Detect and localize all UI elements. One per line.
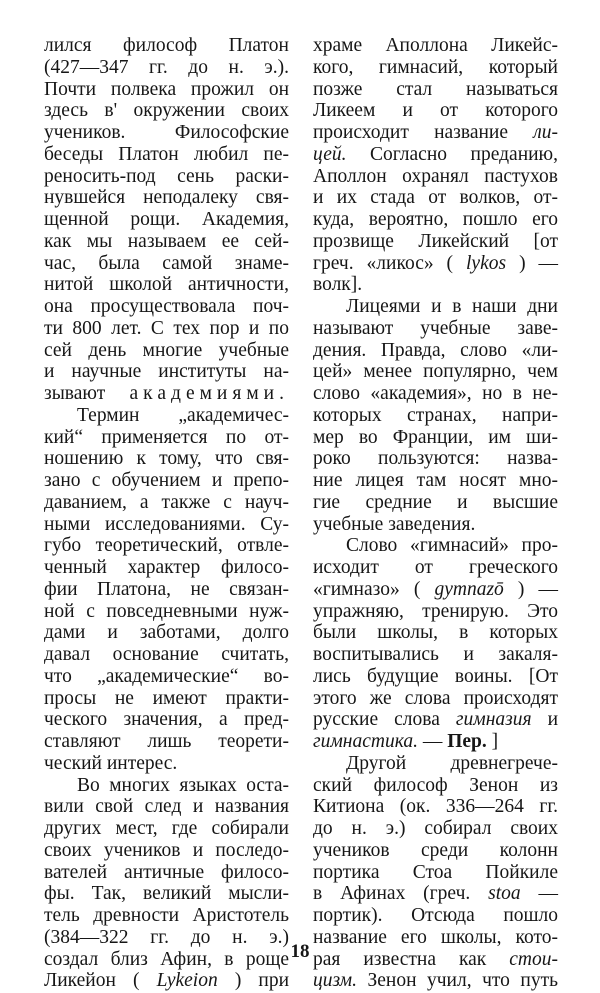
italic-text: Lykeion bbox=[156, 970, 218, 992]
text-span: нитой школой античности, bbox=[44, 274, 289, 296]
italic-text: stoa bbox=[488, 883, 521, 905]
text-line bbox=[313, 492, 558, 514]
text-span: как мы называем ее сей- bbox=[44, 230, 289, 252]
text-span: кий“ применяется по от- bbox=[44, 426, 289, 448]
text-span: Китиона (ок. 336—264 гг. bbox=[313, 796, 558, 818]
text-span: ] bbox=[491, 731, 499, 752]
text-line bbox=[44, 340, 289, 362]
text-line bbox=[313, 862, 558, 884]
text-span: вили свой след и названия bbox=[44, 796, 289, 818]
text-line bbox=[44, 383, 289, 405]
text-span: (384—322 гг. до н. э.) bbox=[44, 926, 289, 948]
text-span: ношению к тому, что свя- bbox=[44, 448, 289, 470]
text-span: других мест, где собирали bbox=[44, 818, 289, 839]
text-line bbox=[313, 274, 558, 296]
text-span: русские слова bbox=[313, 709, 440, 731]
text-span: и их стада от волков, от- bbox=[313, 187, 558, 209]
text-line bbox=[313, 753, 558, 775]
text-line bbox=[44, 144, 289, 166]
text-span: слово «академия», но в не- bbox=[313, 383, 558, 404]
text-span: в Афинах (греч. bbox=[313, 883, 471, 905]
text-span: ) — bbox=[519, 252, 559, 274]
text-line bbox=[313, 709, 558, 731]
text-span: дами и заботами, долго bbox=[44, 622, 289, 644]
text-line bbox=[313, 209, 558, 231]
text-span: здесь в' окружении своих bbox=[44, 100, 289, 122]
text-line bbox=[44, 361, 289, 383]
text-span: Слово «гимнасий» про- bbox=[346, 535, 558, 557]
italic-text: ли- bbox=[533, 122, 558, 143]
text-span: сей день многие учебные bbox=[44, 339, 289, 361]
text-span: час, была самой знаме- bbox=[44, 252, 289, 274]
text-line bbox=[44, 601, 289, 623]
text-line bbox=[44, 35, 289, 57]
text-line bbox=[44, 644, 289, 666]
italic-text: gymnazō bbox=[434, 578, 504, 600]
text-line bbox=[44, 209, 289, 231]
text-span: Ликеем и от которого bbox=[313, 100, 558, 122]
text-line bbox=[313, 405, 558, 427]
text-span: академиями. bbox=[129, 383, 289, 404]
text-line bbox=[313, 883, 558, 905]
text-span: беседы Платон любил пе- bbox=[44, 143, 289, 165]
text-line bbox=[313, 818, 558, 840]
text-span: название его школы, кото- bbox=[313, 926, 558, 948]
text-span: — bbox=[538, 883, 558, 905]
text-span: тель древности Аристотель bbox=[44, 905, 289, 926]
text-line bbox=[313, 361, 558, 383]
text-line bbox=[44, 688, 289, 710]
right-column bbox=[313, 35, 558, 992]
italic-text: цей. bbox=[313, 143, 347, 165]
text-line bbox=[313, 448, 558, 470]
text-span: ческий интерес. bbox=[44, 752, 178, 774]
text-span: вателей античные филосо- bbox=[44, 861, 289, 883]
text-span: своих учеников и последо- bbox=[44, 839, 289, 861]
text-span: зывают bbox=[44, 383, 106, 404]
text-span: позже стал называться bbox=[313, 78, 558, 100]
italic-text: lykos bbox=[466, 252, 507, 274]
text-span: просы не имеют практи- bbox=[44, 687, 289, 709]
text-line bbox=[44, 514, 289, 536]
text-span: Ликейон ( bbox=[44, 970, 140, 992]
text-span: кого, гимнасий, который bbox=[313, 56, 558, 78]
text-span: учебные заведения. bbox=[313, 513, 476, 535]
text-line bbox=[44, 274, 289, 296]
text-span: куда, вероятно, пошло его bbox=[313, 209, 558, 230]
text-line bbox=[313, 557, 558, 579]
text-line bbox=[44, 579, 289, 601]
text-line bbox=[44, 253, 289, 275]
text-line bbox=[44, 796, 289, 818]
italic-text: стои- bbox=[509, 948, 558, 970]
text-line bbox=[313, 666, 558, 688]
text-span: и научные институты на- bbox=[44, 361, 289, 383]
text-span: роко пользуются: назва- bbox=[313, 448, 558, 470]
text-span: греч. «ликос» ( bbox=[313, 252, 454, 274]
text-line bbox=[44, 318, 289, 340]
text-span: ными исследованиями. Су- bbox=[44, 513, 289, 535]
text-span: ной с повседневными нуж- bbox=[44, 600, 289, 622]
text-span: реносить-под сень раски- bbox=[44, 165, 289, 187]
text-span: зано с обучением и препо- bbox=[44, 470, 289, 491]
text-line bbox=[313, 383, 558, 405]
text-line bbox=[44, 535, 289, 557]
text-line bbox=[44, 296, 289, 318]
text-span: ти 800 лет. С тех пор и по bbox=[44, 317, 289, 339]
text-line bbox=[313, 579, 558, 601]
text-span: портик). Отсюда пошло bbox=[313, 905, 558, 926]
text-span: лился философ Платон bbox=[44, 35, 289, 56]
text-line bbox=[44, 427, 289, 449]
text-span: ние лицея там носят мно- bbox=[313, 470, 558, 491]
text-line bbox=[313, 688, 558, 710]
text-span: гие средние и высшие bbox=[313, 491, 558, 513]
text-span: Согласно преданию, bbox=[370, 143, 559, 165]
text-line bbox=[44, 57, 289, 79]
text-span: лись будущие воины. [От bbox=[313, 665, 558, 687]
text-line bbox=[313, 57, 558, 79]
text-line bbox=[313, 644, 558, 666]
text-line bbox=[44, 970, 289, 992]
text-span: ченный характер филосо- bbox=[44, 557, 289, 578]
text-line bbox=[313, 601, 558, 623]
text-line bbox=[44, 79, 289, 101]
text-span: называют учебные заве- bbox=[313, 317, 558, 339]
text-line bbox=[313, 231, 558, 253]
text-line bbox=[44, 905, 289, 927]
text-line bbox=[44, 557, 289, 579]
text-line bbox=[313, 187, 558, 209]
text-line bbox=[44, 862, 289, 884]
text-span: прозвище Ликейский [от bbox=[313, 230, 558, 252]
text-span: ) при bbox=[234, 970, 290, 992]
text-line bbox=[313, 470, 558, 492]
text-span: Аполлон охранял пастухов bbox=[313, 165, 558, 187]
text-line bbox=[44, 840, 289, 862]
text-span: исходит от греческого bbox=[313, 557, 558, 578]
text-span: которых странах, напри- bbox=[313, 404, 558, 426]
text-span: Почти полвека прожил он bbox=[44, 78, 289, 100]
text-line bbox=[44, 666, 289, 688]
text-line bbox=[313, 514, 558, 536]
text-span: Лицеями и в наши дни bbox=[346, 296, 558, 317]
text-line bbox=[313, 100, 558, 122]
text-span: фии Платона, не связан- bbox=[44, 578, 289, 600]
italic-text: гимназия bbox=[455, 709, 532, 731]
text-span: цей» менее популярно, чем bbox=[313, 361, 558, 383]
text-line bbox=[44, 731, 289, 753]
text-line bbox=[313, 79, 558, 101]
italic-text: цизм. bbox=[313, 970, 357, 992]
text-line bbox=[44, 470, 289, 492]
text-line bbox=[44, 622, 289, 644]
text-line bbox=[44, 818, 289, 840]
text-line bbox=[313, 905, 558, 927]
text-span: и bbox=[547, 709, 558, 731]
text-span: рая известна как bbox=[313, 948, 487, 970]
text-span: ставляют лишь теорети- bbox=[44, 731, 289, 752]
italic-text: гимнастика. bbox=[313, 731, 418, 752]
text-span: этого же слова происходят bbox=[313, 687, 558, 709]
text-span: до н. э.) собирал своих bbox=[313, 818, 558, 839]
text-span: ) — bbox=[517, 578, 559, 600]
text-span: портика Стоа Пойкиле bbox=[313, 861, 558, 883]
text-span: мер во Франции, им ши- bbox=[313, 426, 558, 448]
text-line bbox=[313, 427, 558, 449]
text-line bbox=[44, 709, 289, 731]
text-span: волк]. bbox=[313, 274, 363, 296]
text-line bbox=[44, 492, 289, 514]
text-line bbox=[313, 731, 558, 753]
text-span: ский философ Зенон из bbox=[313, 774, 558, 796]
text-span: происходит название bbox=[313, 122, 509, 143]
text-line bbox=[313, 775, 558, 797]
text-line bbox=[313, 166, 558, 188]
text-line bbox=[44, 166, 289, 188]
text-span: даванием, а также с науч- bbox=[44, 491, 289, 513]
text-span: упражняю, тренирую. Это bbox=[313, 600, 558, 622]
text-line bbox=[313, 253, 558, 275]
text-span: Зенон учил, что путь bbox=[367, 970, 558, 992]
text-span: создал близ Афин, в роще bbox=[44, 948, 289, 970]
left-column bbox=[44, 35, 289, 992]
text-line bbox=[313, 144, 558, 166]
text-line bbox=[313, 340, 558, 362]
text-span: давал основание считать, bbox=[44, 644, 289, 665]
text-span: — bbox=[422, 731, 448, 752]
text-span: воспитывались и закаля- bbox=[313, 644, 558, 665]
text-span: храме Аполлона Ликейс- bbox=[313, 35, 558, 56]
text-line bbox=[313, 318, 558, 340]
text-line bbox=[44, 753, 289, 775]
text-line bbox=[44, 775, 289, 797]
text-line bbox=[313, 840, 558, 862]
text-span: «гимназо» ( bbox=[313, 578, 421, 600]
text-line bbox=[44, 100, 289, 122]
text-span: учеников среди колонн bbox=[313, 839, 558, 861]
text-span: Во многих языках оста- bbox=[77, 774, 289, 796]
text-span: Термин „академичес- bbox=[77, 404, 289, 426]
text-span: Пер. bbox=[447, 731, 487, 752]
text-line bbox=[313, 970, 558, 992]
text-span: учеников. Философские bbox=[44, 122, 289, 143]
text-line bbox=[44, 231, 289, 253]
text-line bbox=[44, 883, 289, 905]
text-span: щенной рощи. Академия, bbox=[44, 209, 289, 230]
text-line bbox=[313, 296, 558, 318]
text-span: (427—347 гг. до н. э.). bbox=[44, 56, 289, 78]
text-span: она просуществовала поч- bbox=[44, 296, 289, 317]
text-span: нувшейся неподалеку свя- bbox=[44, 187, 289, 209]
text-span: Другой древнегрече- bbox=[346, 752, 558, 774]
text-span: дения. Правда, слово «ли- bbox=[313, 339, 558, 361]
text-line bbox=[313, 535, 558, 557]
text-line bbox=[313, 35, 558, 57]
text-line bbox=[44, 122, 289, 144]
text-span: ческого значения, а пред- bbox=[44, 709, 289, 731]
text-span: были школы, в которых bbox=[313, 622, 558, 644]
text-span: фы. Так, великий мысли- bbox=[44, 883, 289, 905]
text-line bbox=[313, 122, 558, 144]
text-line bbox=[44, 405, 289, 427]
text-span: что „академические“ во- bbox=[44, 665, 289, 687]
page-number: 18 bbox=[290, 941, 310, 962]
text-line bbox=[44, 187, 289, 209]
text-span: губо теоретический, отвле- bbox=[44, 535, 289, 557]
text-line bbox=[313, 622, 558, 644]
text-line bbox=[44, 448, 289, 470]
text-line bbox=[313, 796, 558, 818]
